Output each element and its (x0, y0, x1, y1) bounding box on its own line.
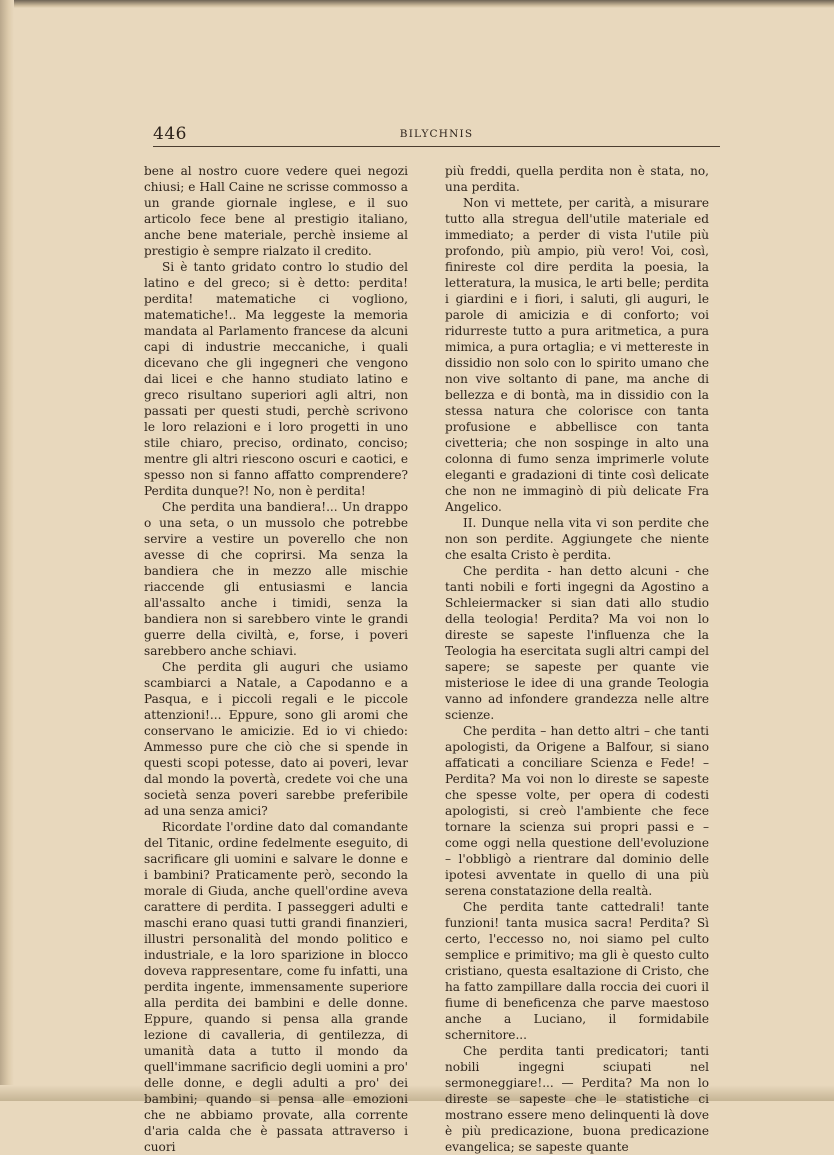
left-column (144, 163, 408, 1155)
page-edge-left (0, 0, 14, 1101)
paragraph: Che perdita gli auguri che usiamo scambiarci a Natale, a Capodanno e a Pasqua, e i piccoli regali e le piccole attenzioni!... Eppure, sono gli aromi che conservano le amicizie. Ed io vi chiedo: Ammesso pure che ciò che si spende in questi scopi potesse, dato ai poveri, levar dal mondo la povertà, credete voi che una società senza poveri sarebbe preferibile ad una senza amici? (144, 660, 408, 818)
paragraph: più freddi, quella perdita non è stata, no, una perdita. (445, 164, 709, 194)
paragraph: Non vi mettete, per carità, a misurare tutto alla stregua dell'utile materiale ed immediato; a perder di vista l'utile più profondo, più ampio, più vero! Voi, così, finireste col dire perdita la poesia, la letteratura, la musica, le arti belle; perdita i giardini e i fiori, i saluti, gli auguri, le parole di amicizia e di conforto; voi ridurreste tutto a pura aritmetica, a pura mimica, a pura ortaglia; e vi mettereste in dissidio non solo con lo spirito umano che non vive soltanto di pane, ma anche di bellezza e di bontà, ma in dissidio con la stessa natura che colorisce con tanta profusione e abbellisce con tanta civetteria; che non sospinge in alto una colonna di fumo senza imprimerle volute eleganti e gradazioni di tinte così delicate che non ne immaginò di più delicate Fra Angelico. (445, 196, 709, 514)
paragraph: II. Dunque nella vita vi son perdite che non son perdite. Aggiungete che niente che esalta Cristo è perdita. (445, 516, 709, 562)
paragraph: Che perdita tante cattedrali! tante funzioni! tanta musica sacra! Perdita? Sì certo, l'eccesso no, noi siamo pel culto semplice e primitivo; ma gli è questo culto cristiano, questa esaltazione di Cristo, che ha fatto zampillare dalla roccia dei cuori il fiume di beneficenza che parve maestoso anche a Luciano, il formidabile schernitore... (445, 900, 709, 1042)
journal-title: BILYCHNIS (399, 128, 474, 140)
paragraph: Che perdita una bandiera!... Un drappo o una seta, o un mussolo che potrebbe servire a vestire un poverello che non avesse di che coprirsi. Ma senza la bandiera che in mezzo alle mischie riaccende gli entusiasmi e lancia all'assalto anche i timidi, senza la bandiera non si sarebbero vinte le grandi guerre della civiltà, e, forse, i poveri sarebbero anche schiavi. (144, 500, 408, 658)
running-head (153, 122, 720, 147)
page-edge-top (0, 0, 834, 8)
paragraph: Che perdita – han detto altri – che tanti apologisti, da Origene a Balfour, si siano affaticati a conciliare Scienza e Fede! – Perdita? Ma voi non lo direste se sapeste che spesse volte, per opera di codesti apologisti, si creò l'ambiente che fece tornare la scienza sui propri passi e – come oggi nella questione dell'evoluzione – l'obbligò a rientrare dal dominio delle ipotesi avventate in quello di una più serena constatazione della realtà. (445, 724, 709, 898)
paragraph: Che perdita tanti predicatori; tanti nobili ingegni sciupati nel sermoneggiare!... — Perdita? Ma non lo direste se sapeste che le statistiche ci mostrano essere meno delinquenti là dove è più predicazione, buona predicazione evangelica; se sapeste quante (445, 1044, 709, 1154)
paragraph: Ricordate l'ordine dato dal comandante del Titanic, ordine fedelmente eseguito, di sacrificare gli uomini e salvare le donne e i bambini? Praticamente però, secondo la morale di Giuda, anche quell'ordine aveva carattere di perdita. I passeggeri adulti e maschi erano quasi tutti grandi finanzieri, illustri personalità del mondo politico e industriale, e la loro sparizione in blocco doveva rappresentare, come fu infatti, una perdita ingente, immensamente superiore alla perdita dei bambini e delle donne. Eppure, quando si pensa alla grande lezione di cavalleria, di gentilezza, di umanità data a tutto il mondo da quell'immane sacrificio degli uomini a pro' delle donne, e degli adulti a pro' dei bambini; quando si pensa alle emozioni che ne abbiamo provate, alla corrente d'aria calda che è passata attraverso i cuori (144, 820, 408, 1154)
right-column (445, 163, 709, 1155)
paragraph: Si è tanto gridato contro lo studio del latino e del greco; si è detto: perdita! perdita! matematiche ci vogliono, matematiche!.. Ma leggeste la memoria mandata al Parlamento francese da alcuni capi di industrie meccaniche, i quali dicevano che gli ingegneri che vengono dai licei e che hanno studiato latino e greco risultano superiori agli altri, non passati per questi studi, perchè scrivono le loro relazioni e i loro progetti in uno stile chiaro, preciso, ordinato, conciso; mentre gli altri riescono oscuri e caotici, e spesso non si fanno affatto comprendere? Perdita dunque?! No, non è perdita! (144, 260, 408, 498)
page-number: 446 (153, 124, 187, 144)
paragraph: Che perdita - han detto alcuni - che tanti nobili e forti ingegni da Agostino a Schleiermacker si sian dati allo studio della teologia! Perdita? Ma voi non lo direste se sapeste l'influenza che la Teologia ha esercitata sugli altri campi del sapere; se sapeste per quante vie misteriose le idee di una grande Teologia vanno ad infondere grandezza nelle altre scienze. (445, 564, 709, 722)
paragraph: bene al nostro cuore vedere quei negozi chiusi; e Hall Caine ne scrisse commosso a un grande giornale inglese, e il suo articolo fece bene al prestigio italiano, anche bene materiale, perchè insieme al prestigio è sempre rialzato il credito. (144, 164, 408, 258)
